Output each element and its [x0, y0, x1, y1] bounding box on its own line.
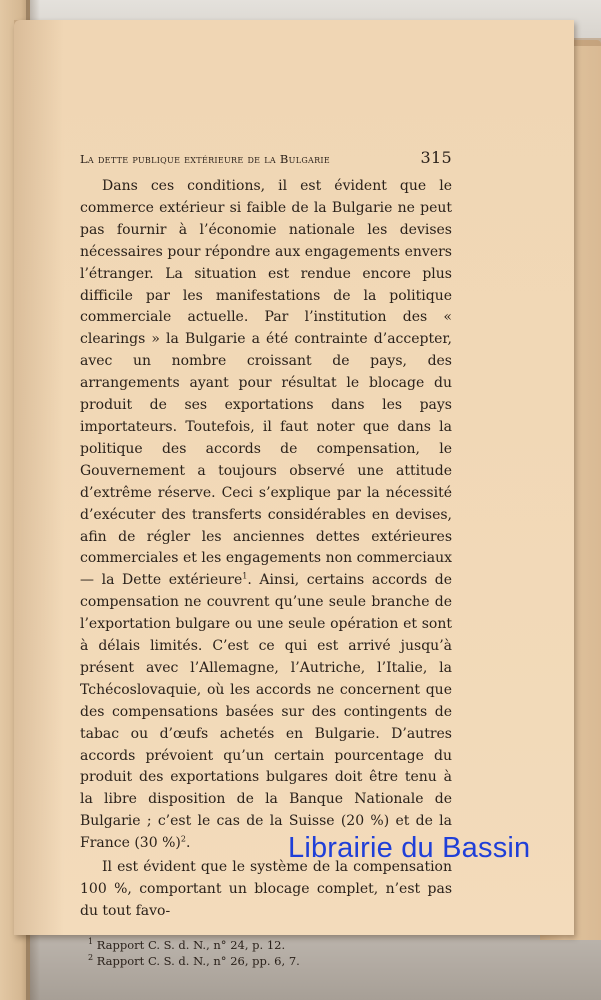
running-title: La dette publique extérieure de la Bulgarie — [80, 152, 331, 166]
footnote-mark: 2 — [88, 952, 94, 962]
page-fold-shadow — [14, 20, 64, 935]
paragraph-text: Dans ces conditions, il est évident que le commerce extérieur si faible de la Bulgarie ne peut pas fournir à l’économie nationale les devises nécessaires pour répondre aux engagements envers l’étranger. La situation est rendue encore plus difficile par les manifestations de la politique commerciale actuelle. Par l’institution des « clearings » la Bulgarie a été contrainte d’accepter, avec un nombre croissant de pays, des arrangements ayant pour résultat le blocage du produit de ses exportations dans les pays importateurs. Toutefois, il faut noter que dans la politique des accords de compensation, le Gouvernement a toujours observé une attitude d’extrême réserve. Ceci s’explique par la nécessité d’exécuter des transferts considérables en devises, afin de régler les anciennes dettes extérieures commerciales et les engagements non commerciaux — la Dette extérieure — [80, 178, 452, 589]
footnote-mark: 1 — [88, 936, 94, 946]
footnotes — [80, 937, 452, 969]
footnote-ref: 2 — [180, 834, 186, 844]
paragraph — [80, 176, 452, 855]
body-text — [80, 176, 452, 923]
paragraph-text: . — [185, 835, 191, 852]
footnote-ref: 1 — [242, 571, 248, 581]
page-number: 315 — [420, 148, 452, 167]
paragraph-text: . Ainsi, certains accords de compensation ne couvrent qu’une seule branche de l’exportation bulgare ou une seule opération et sont à délais limités. C’est ce qui est arrivé jusqu’à présent avec l’Allemagne, l’Autriche, l’Italie, la Tchécoslovaquie, où les accords ne concernent que des compensations basées sur des contingents de tabac ou d’œufs achetés en Bulgarie. D’autres accords prévoient qu’un certain pourcentage du produit des exportations bulgares doit être tenu à la libre disposition de la Banque Nationale de Bulgarie ; c’est le cas de la Suisse (20 %) et de la France (30 %) — [80, 572, 453, 852]
footnote-text: Rapport C. S. d. N., n° 26, pp. 6, 7. — [96, 953, 300, 968]
footnote — [80, 953, 452, 969]
footnote — [80, 937, 452, 953]
footnote-text: Rapport C. S. d. N., n° 24, p. 12. — [96, 937, 286, 952]
watermark-text: Librairie du Bassin — [288, 832, 531, 864]
paragraph: Il est évident que le système de la compensation 100 %, comportant un blocage complet, n’est pas du tout favo- — [80, 859, 452, 919]
running-header — [80, 148, 452, 176]
